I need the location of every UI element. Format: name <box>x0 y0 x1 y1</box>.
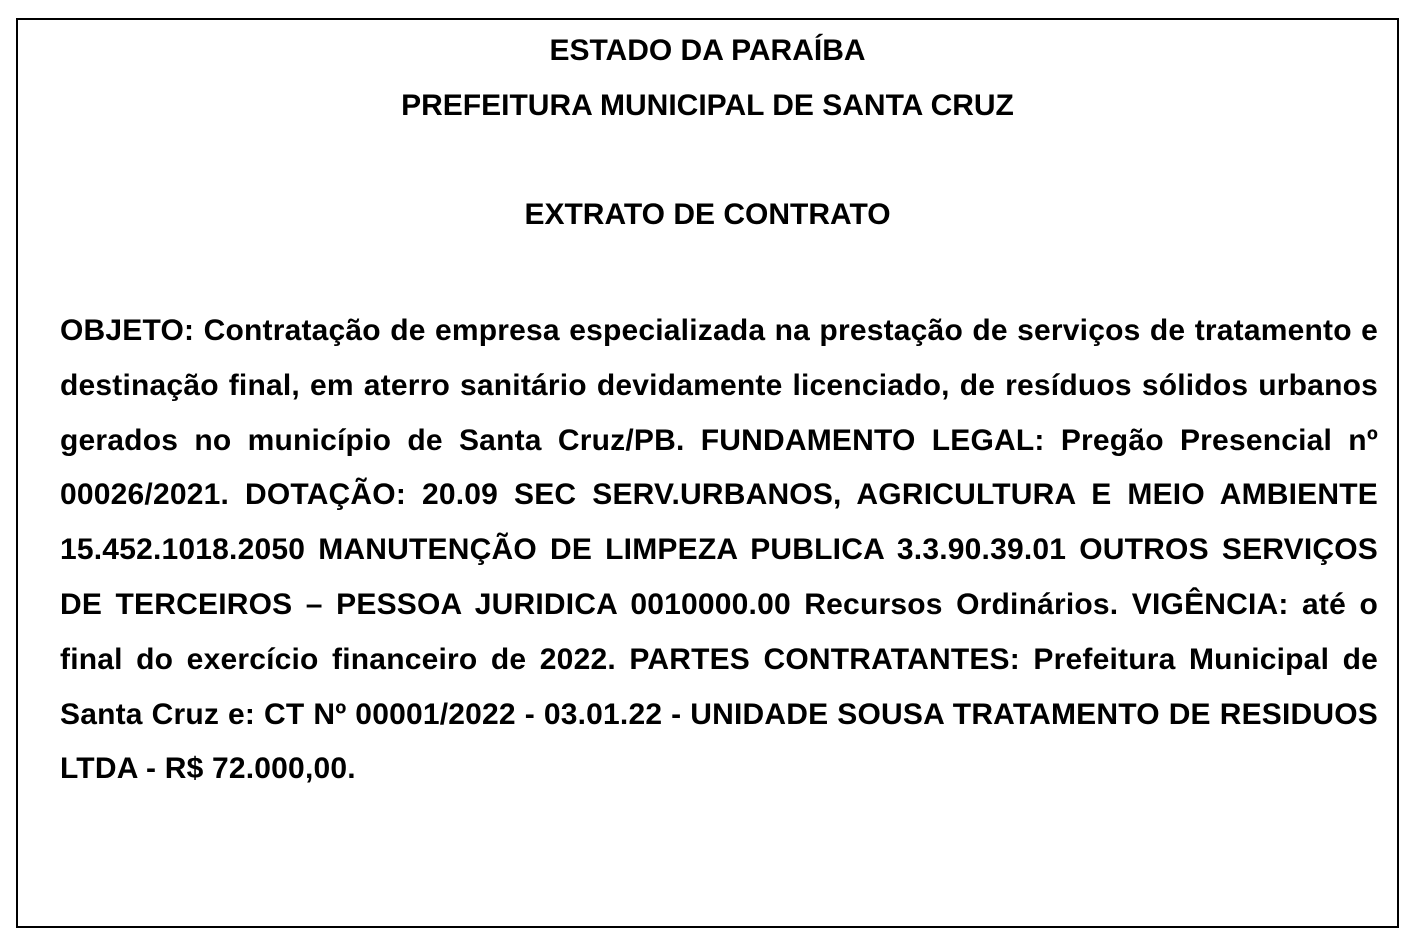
contract-body-text: OBJETO: Contratação de empresa especializada na prestação de serviços de tratamento e destinação final, em aterro sanitário devidamente licenciado, de resíduos sólidos urbanos gerados no município de Santa Cruz/PB. FUNDAMENTO LEGAL: Pregão Presencial nº 00026/2021. DOTAÇÃO: 20.09 SEC SERV.URBANOS, AGRICULTURA E MEIO AMBIENTE 15.452.1018.2050 MANUTENÇÃO DE LIMPEZA PUBLICA 3.3.90.39.01 OUTROS SERVIÇOS DE TERCEIROS – PESSOA JURIDICA 0010000.00 Recursos Ordinários. VIGÊNCIA: até o final do exercício financeiro de 2022. PARTES CONTRATANTES: Prefeitura Municipal de Santa Cruz e: CT Nº 00001/2022 - 03.01.22 - UNIDADE SOUSA TRATAMENTO DE RESIDUOS LTDA - R$ 72.000,00. <box>60 314 1378 786</box>
document-title: EXTRATO DE CONTRATO <box>524 198 891 231</box>
municipality-heading: PREFEITURA MUNICIPAL DE SANTA CRUZ <box>401 89 1014 122</box>
state-heading: ESTADO DA PARAÍBA <box>549 34 866 67</box>
document-frame <box>16 18 1399 928</box>
